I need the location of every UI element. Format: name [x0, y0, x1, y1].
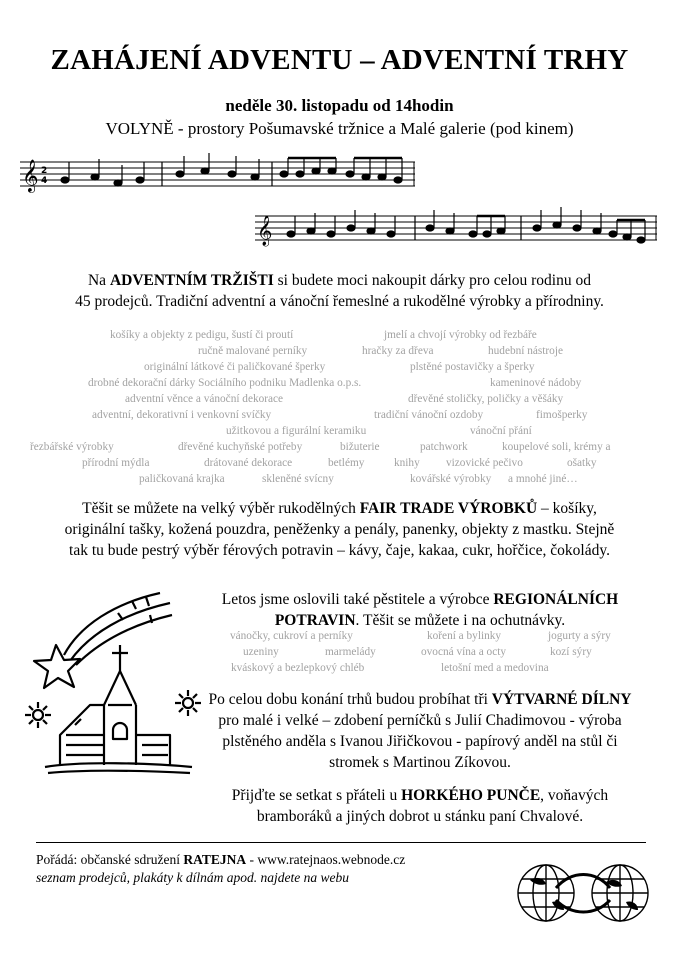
punch-text: bramboráků a jiných dobrot u stánku paní Chvalové. [256, 808, 584, 825]
goods-item: originální látkové či paličkované šperky [144, 361, 326, 373]
goods-item: skleněné svícny [262, 473, 334, 485]
svg-text:𝄞: 𝄞 [257, 216, 273, 246]
workshops-paragraph [170, 689, 670, 773]
food-item: kozí sýry [550, 646, 592, 658]
punch-text: Přijďte se setkat s přáteli u [231, 787, 402, 804]
fair-trade-text: tak tu bude pestrý výběr férových potravin – kávy, čaje, kakaa, cukr, hořčice, čokolády. [69, 542, 610, 559]
workshops-text: pro malé i velké – zdobení perníčků s Julií Chadimovou - výroba [218, 712, 622, 729]
food-item: uzeniny [243, 646, 279, 658]
svg-text:2: 2 [41, 166, 48, 176]
market-text: si budete moci nakoupit dárky pro celou rodinu od [273, 272, 591, 289]
food-item: vánočky, cukroví a perníky [230, 630, 353, 642]
footer-divider [36, 842, 646, 843]
regional-highlight: REGIONÁLNÍCH [493, 591, 619, 608]
goods-item: hudební nástroje [488, 345, 563, 357]
market-text: 45 prodejců. Tradiční adventní a vánoční řemeslné a rukodělné výrobky a přírodniny. [75, 293, 604, 310]
food-item: marmelády [325, 646, 376, 658]
fair-trade-highlight: FAIR TRADE VÝROBKŮ [359, 500, 538, 517]
workshops-highlight: VÝTVARNÉ DÍLNY [491, 691, 632, 708]
goods-item: bižuterie [340, 441, 380, 453]
goods-item: drátované dekorace [204, 457, 293, 469]
regional-text: Letos jsme oslovili také pěstitele a výrobce [221, 591, 494, 608]
svg-text:𝄞: 𝄞 [22, 159, 39, 192]
event-venue: VOLYNĚ - prostory Pošumavské tržnice a Malé galerie (pod kinem) [105, 119, 574, 138]
goods-item: ošatky [567, 457, 597, 469]
organizer-text: Pořádá: občanské sdružení [36, 852, 184, 867]
goods-item: tradiční vánoční ozdoby [374, 409, 484, 421]
music-notes-icon-2 [255, 208, 657, 250]
goods-item: vizovické pečivo [446, 457, 523, 469]
regional-text: . Těšit se můžete i na ochutnávky. [355, 612, 566, 629]
goods-item: přírodní mýdla [82, 457, 150, 469]
goods-item: užitkovou a figurální keramiku [226, 425, 367, 437]
footer-note: seznam prodejců, plakáty k dílnám apod. najdete na webu [36, 870, 349, 885]
goods-item: košíky a objekty z pedigu, šustí či proutí [110, 329, 294, 341]
food-item: koření a bylinky [427, 630, 502, 642]
fair-trade-text: – košíky, [537, 500, 597, 517]
goods-item: betlémy [328, 457, 365, 469]
regional-highlight: POTRAVIN [274, 612, 356, 629]
goods-item: dřevěné kuchyňské potřeby [178, 441, 303, 453]
market-paragraph [20, 270, 659, 312]
goods-item: vánoční přání [470, 425, 532, 437]
fair-trade-text: originální tašky, kožená pouzdra, peněženky a penály, panenky, objekty z mastku. Stejně [64, 521, 615, 538]
goods-item: koupelové soli, krémy a [502, 441, 611, 453]
goods-item: a mnohé jiné… [508, 473, 578, 485]
market-highlight: ADVENTNÍM TRŽIŠTI [109, 272, 274, 289]
svg-text:4: 4 [41, 176, 48, 186]
goods-item: dřevěné stoličky, poličky a věšáky [408, 393, 564, 405]
organizer-name: RATEJNA [183, 852, 247, 867]
workshops-text: plstěného anděla s Ivanou Jiřičkovou - papírový anděl na stůl či [222, 733, 618, 750]
goods-item: paličkovaná krajka [139, 473, 225, 485]
fair-trade-paragraph [20, 498, 659, 561]
goods-item: kameninové nádoby [490, 377, 582, 389]
food-item: jogurty a sýry [548, 630, 611, 642]
food-item: letošní med a medovina [441, 662, 549, 674]
regional-paragraph [190, 589, 650, 631]
goods-item: plstěné postavičky a šperky [410, 361, 535, 373]
punch-text: , voňavých [540, 787, 609, 804]
organizer-website-link[interactable]: - www.ratejnaos.webnode.cz [246, 852, 406, 867]
event-date: neděle 30. listopadu od 14hodin [225, 96, 454, 115]
goods-item: kovářské výrobky [410, 473, 492, 485]
goods-item: knihy [394, 457, 420, 469]
food-item: ovocná vína a octy [421, 646, 507, 658]
punch-paragraph [170, 785, 670, 827]
goods-item: řezbářské výrobky [30, 441, 114, 453]
goods-item: hračky za dřeva [362, 345, 434, 357]
music-notes-icon [20, 152, 415, 198]
goods-item: adventní věnce a vánoční dekorace [125, 393, 284, 405]
goods-item: adventní, dekorativní i venkovní svíčky [92, 409, 272, 421]
goods-item: fimošperky [536, 409, 588, 421]
poster-title: ZAHÁJENÍ ADVENTU – ADVENTNÍ TRHY [50, 44, 629, 76]
goods-item: ručně malované perníky [198, 345, 308, 357]
food-item: kváskový a bezlepkový chléb [231, 662, 365, 674]
workshops-text: Po celou dobu konání trhů budou probíhat tři [208, 691, 492, 708]
goods-item: patchwork [420, 441, 468, 453]
workshops-text: stromek s Martinou Zíkovou. [329, 754, 511, 771]
goods-item: drobné dekorační dárky Sociálního podniku Madlenka o.p.s. [88, 377, 362, 389]
ratejna-logo-icon [516, 858, 650, 928]
market-text: Na [87, 272, 110, 289]
fair-trade-text: Těšit se můžete na velký výběr rukodělných [82, 500, 360, 517]
footer [36, 851, 405, 887]
goods-item: jmelí a chvojí výrobky od řezbáře [384, 329, 537, 341]
punch-highlight: HORKÉHO PUNČE [401, 787, 541, 804]
